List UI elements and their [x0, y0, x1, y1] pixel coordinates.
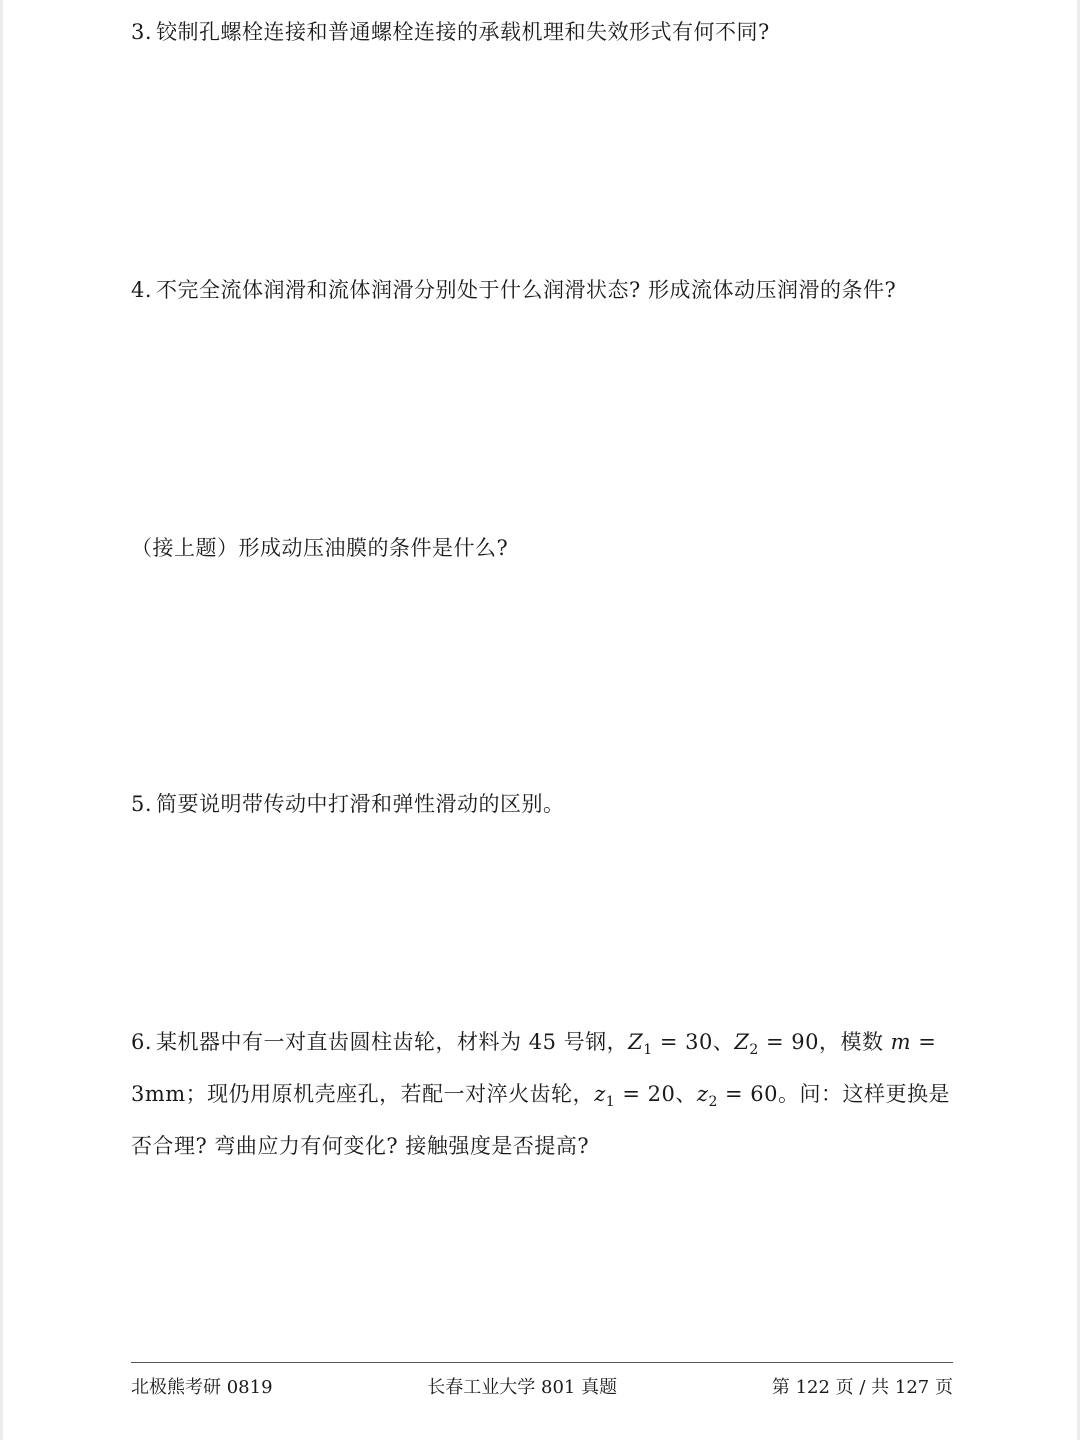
question-text: 简要说明带传动中打滑和弹性滑动的区别。 [156, 792, 565, 816]
question-number: 3. [131, 20, 153, 44]
question-6 [131, 1020, 955, 1168]
footer-page-number: 第 122 页 / 共 127 页 [771, 1377, 953, 1398]
page-footer [131, 1372, 953, 1400]
math-subscript: 2 [708, 1094, 718, 1111]
math-subscript: 2 [749, 1042, 759, 1059]
footer-title: 长春工业大学 801 真题 [427, 1377, 618, 1398]
math-symbol: Z [734, 1030, 750, 1054]
question-text: 否合理? 弯曲应力有何变化? 接触强度是否提高? [131, 1134, 590, 1159]
math-subscript: 1 [643, 1042, 653, 1059]
question-5 [131, 782, 955, 826]
question-text: 铰制孔螺栓连接和普通螺栓连接的承载机理和失效形式有何不同? [156, 20, 770, 44]
question-4 [131, 268, 955, 312]
question-text: = 90，模数 [758, 1030, 891, 1054]
question-text: 不完全流体润滑和流体润滑分别处于什么润滑状态? 形成流体动压润滑的条件? [156, 278, 897, 302]
math-subscript: 1 [605, 1094, 616, 1111]
question-text: = 30、 [652, 1030, 735, 1054]
math-symbol: Z [628, 1030, 644, 1054]
question-number: 5. [131, 792, 153, 816]
question-6-line-2 [131, 1072, 955, 1124]
math-symbol: z [594, 1082, 606, 1107]
question-number: 4. [131, 278, 153, 302]
question-text: （接上题）形成动压油膜的条件是什么? [131, 536, 509, 560]
footer-divider [131, 1362, 953, 1363]
math-symbol: m [890, 1030, 912, 1054]
footer-source: 北极熊考研 0819 [131, 1377, 273, 1398]
question-6-line-1 [131, 1020, 955, 1072]
question-text: = [911, 1030, 937, 1054]
question-text: 某机器中有一对直齿圆柱齿轮，材料为 45 号钢， [156, 1030, 629, 1054]
question-3 [131, 10, 955, 54]
question-text: 3mm；现仍用原机壳座孔，若配一对淬火齿轮， [131, 1082, 595, 1107]
question-text: = 60。问：这样更换是 [717, 1082, 951, 1107]
question-text: = 20、 [615, 1082, 697, 1107]
math-symbol: z [696, 1082, 709, 1107]
question-4-continued [131, 526, 955, 570]
question-6-line-3 [131, 1124, 955, 1168]
question-number: 6. [131, 1030, 153, 1054]
